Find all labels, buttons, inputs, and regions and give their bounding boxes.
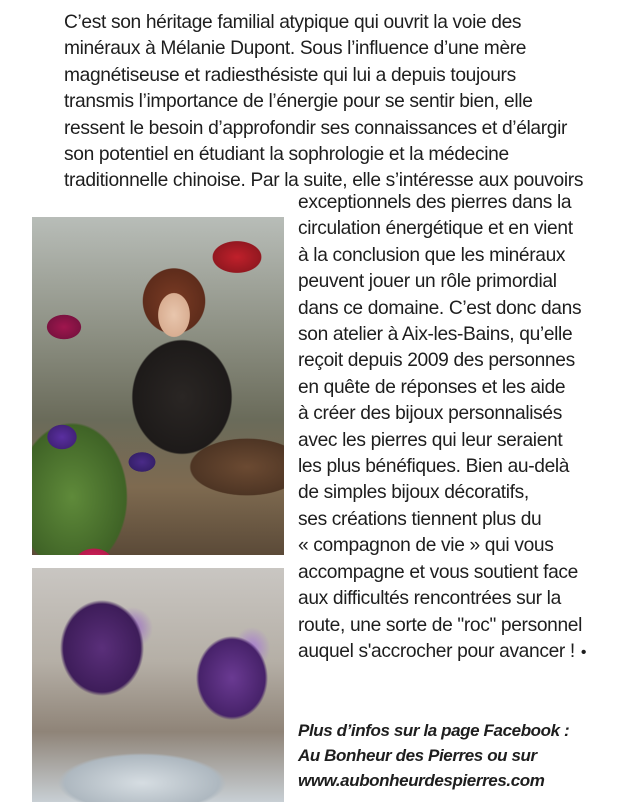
article-line: minéraux à Mélanie Dupont. Sous l’influence d’une mère <box>64 38 527 60</box>
article-line: dans ce domaine. C’est donc dans <box>298 297 582 319</box>
article-line: traditionnelle chinoise. Par la suite, elle s’intéresse aux pouvoirs <box>64 170 584 192</box>
article-line: reçoit depuis 2009 des personnes <box>298 350 575 372</box>
info-line-page-name: Au Bonheur des Pierres ou sur <box>298 746 537 765</box>
article-line: son potentiel en étudiant la sophrologie et la médecine <box>64 144 509 166</box>
article-line: C’est son héritage familial atypique qui ouvrit la voie des <box>64 12 522 33</box>
article-line: accompagne et vous soutient face <box>298 561 578 583</box>
article-line: peuvent jouer un rôle primordial <box>298 271 557 293</box>
portrait-photo <box>32 217 284 555</box>
article-line: en quête de réponses et les aide <box>298 376 566 398</box>
article-line: magnétiseuse et radiesthésiste qui lui a depuis toujours <box>64 64 516 86</box>
article-line: ressent le besoin d’approfondir ses connaissances et d’élargir <box>64 117 568 139</box>
info-block <box>298 718 628 793</box>
article-line: avec les pierres qui leur seraient <box>298 429 563 451</box>
info-line-facebook: Plus d’infos sur la page Facebook : <box>298 721 570 740</box>
article-line: de simples bijoux décoratifs, <box>298 482 529 504</box>
article-line: son atelier à Aix-les-Bains, qu’elle <box>298 324 573 346</box>
end-bullet: • <box>580 643 587 661</box>
article-line: route, une sorte de "roc" personnel <box>298 614 583 636</box>
article-line: transmis l’importance de l’énergie pour se sentir bien, elle <box>64 91 533 113</box>
article-line: ses créations tiennent plus du <box>298 508 542 530</box>
amethyst-photo <box>32 568 284 802</box>
article-line: à la conclusion que les minéraux <box>298 244 566 266</box>
article-line: les plus bénéfiques. Bien au-delà <box>298 456 570 478</box>
article-line: aux difficultés rencontrées sur la <box>298 588 561 610</box>
article-line: circulation énergétique et en vient <box>298 218 573 240</box>
article-line: « compagnon de vie » qui vous <box>298 535 554 557</box>
article-line: exceptionnels des pierres dans la <box>298 192 572 213</box>
article-line: à créer des bijoux personnalisés <box>298 403 562 425</box>
article-line-text: auquel s'accrocher pour avancer ! <box>298 640 575 662</box>
info-line-website: www.aubonheurdespierres.com <box>298 771 545 790</box>
article-intro <box>64 10 624 195</box>
article-line <box>298 639 628 666</box>
article-body <box>298 190 628 666</box>
